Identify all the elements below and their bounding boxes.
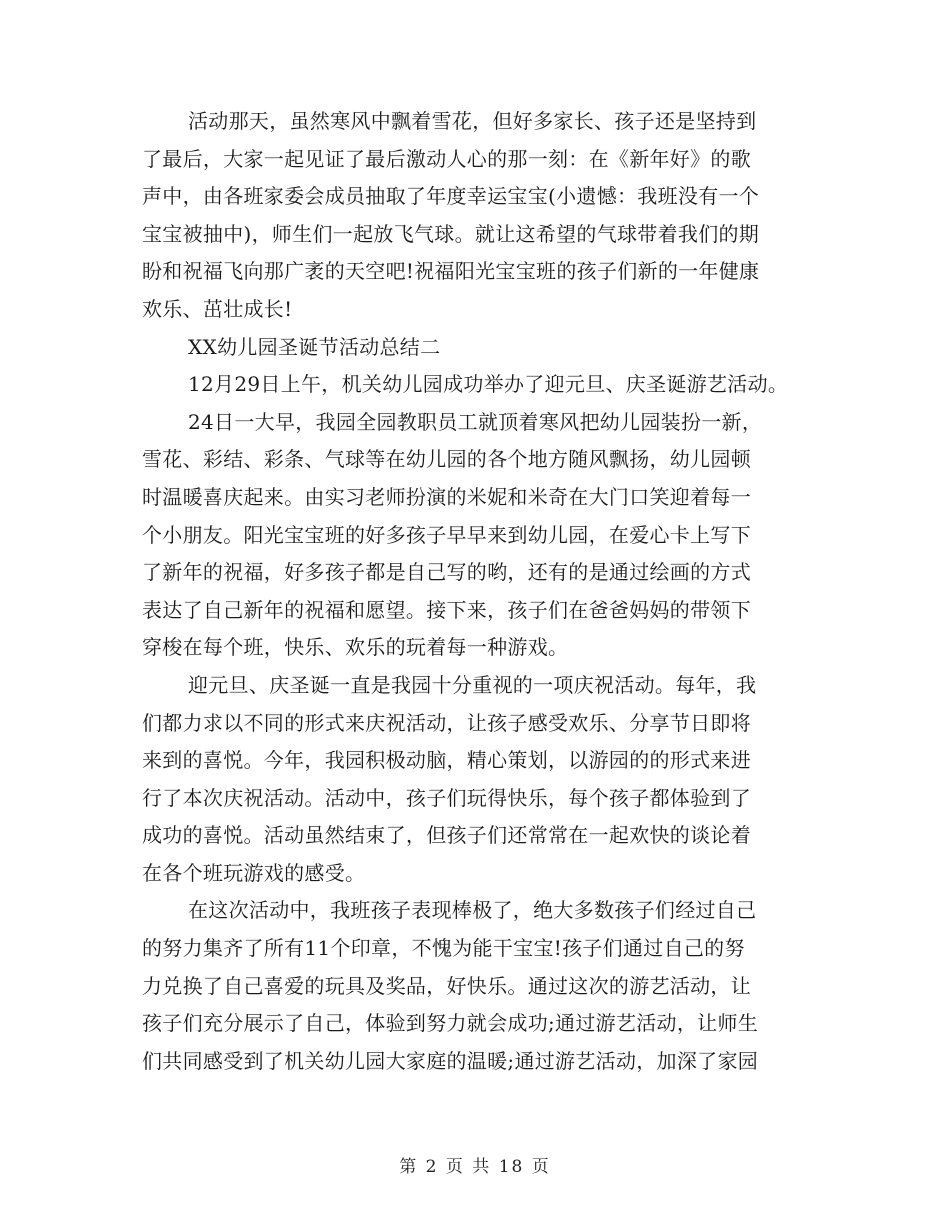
text-line: 盼和祝福飞向那广袤的天空吧!祝福阳光宝宝班的孩子们新的一年健康 <box>142 259 760 284</box>
text-line: 宝宝被抽中)，师生们一起放飞气球。就让这希望的气球带着我们的期 <box>142 221 760 246</box>
text-line: 了最后，大家一起见证了最后激动人心的那一刻：在《新年好》的歌 <box>142 146 751 171</box>
document-body <box>142 103 822 1080</box>
text-line: 声中，由各班家委会成员抽取了年度幸运宝宝(小遗憾：我班没有一个 <box>142 184 760 209</box>
section-heading: XX幼儿园圣诞节活动总结二 <box>188 334 441 359</box>
text-line: 了新年的祝福，好多孩子都是自己写的哟，还有的是通过绘画的方式 <box>142 560 751 585</box>
text-line: 迎元旦、庆圣诞一直是我园十分重视的一项庆祝活动。每年，我 <box>188 672 757 697</box>
text-line: 欢乐、茁壮成长! <box>142 296 293 321</box>
text-line: 12月29日上午，机关幼儿园成功举办了迎元旦、庆圣诞游艺活动。 <box>188 372 789 397</box>
text-line: 穿梭在每个班，快乐、欢乐的玩着每一种游戏。 <box>142 635 569 660</box>
text-line: 力兑换了自己喜爱的玩具及奖品，好快乐。通过这次的游艺活动，让 <box>142 973 751 998</box>
text-line: 成功的喜悦。活动虽然结束了，但孩子们还常常在一起欢快的谈论着 <box>142 823 751 848</box>
text-line: 们都力求以不同的形式来庆祝活动，让孩子感受欢乐、分享节日即将 <box>142 710 751 735</box>
text-line: 的努力集齐了所有11个印章，不愧为能干宝宝!孩子们通过自己的努 <box>142 936 745 961</box>
text-line: 时温暖喜庆起来。由实习老师扮演的米妮和米奇在大门口笑迎着每一 <box>142 484 751 509</box>
text-line: 个小朋友。阳光宝宝班的好多孩子早早来到幼儿园，在爱心卡上写下 <box>142 522 751 547</box>
text-line: 在各个班玩游戏的感受。 <box>142 860 366 885</box>
page-number-footer: 第 2 页 共 18 页 <box>399 1157 551 1177</box>
text-line: 孩子们充分展示了自己，体验到努力就会成功;通过游艺活动，让师生 <box>142 1011 759 1036</box>
text-line: 雪花、彩结、彩条、气球等在幼儿园的各个地方随风飘扬，幼儿园顿 <box>142 447 751 472</box>
text-line: 24日一大早，我园全园教职员工就顶着寒风把幼儿园装扮一新， <box>188 409 763 434</box>
text-line: 来到的喜悦。今年，我园积极动脑，精心策划，以游园的的形式来进 <box>142 748 751 773</box>
text-line: 活动那天，虽然寒风中飘着雪花，但好多家长、孩子还是坚持到 <box>188 109 757 133</box>
text-line: 行了本次庆祝活动。活动中，孩子们玩得快乐，每个孩子都体验到了 <box>142 785 751 810</box>
text-line: 们共同感受到了机关幼儿园大家庭的温暖;通过游艺活动，加深了家园 <box>142 1048 759 1073</box>
text-line: 在这次活动中，我班孩子表现棒极了，绝大多数孩子们经过自己 <box>188 898 757 923</box>
text-line: 表达了自己新年的祝福和愿望。接下来，孩子们在爸爸妈妈的带领下 <box>142 597 751 622</box>
